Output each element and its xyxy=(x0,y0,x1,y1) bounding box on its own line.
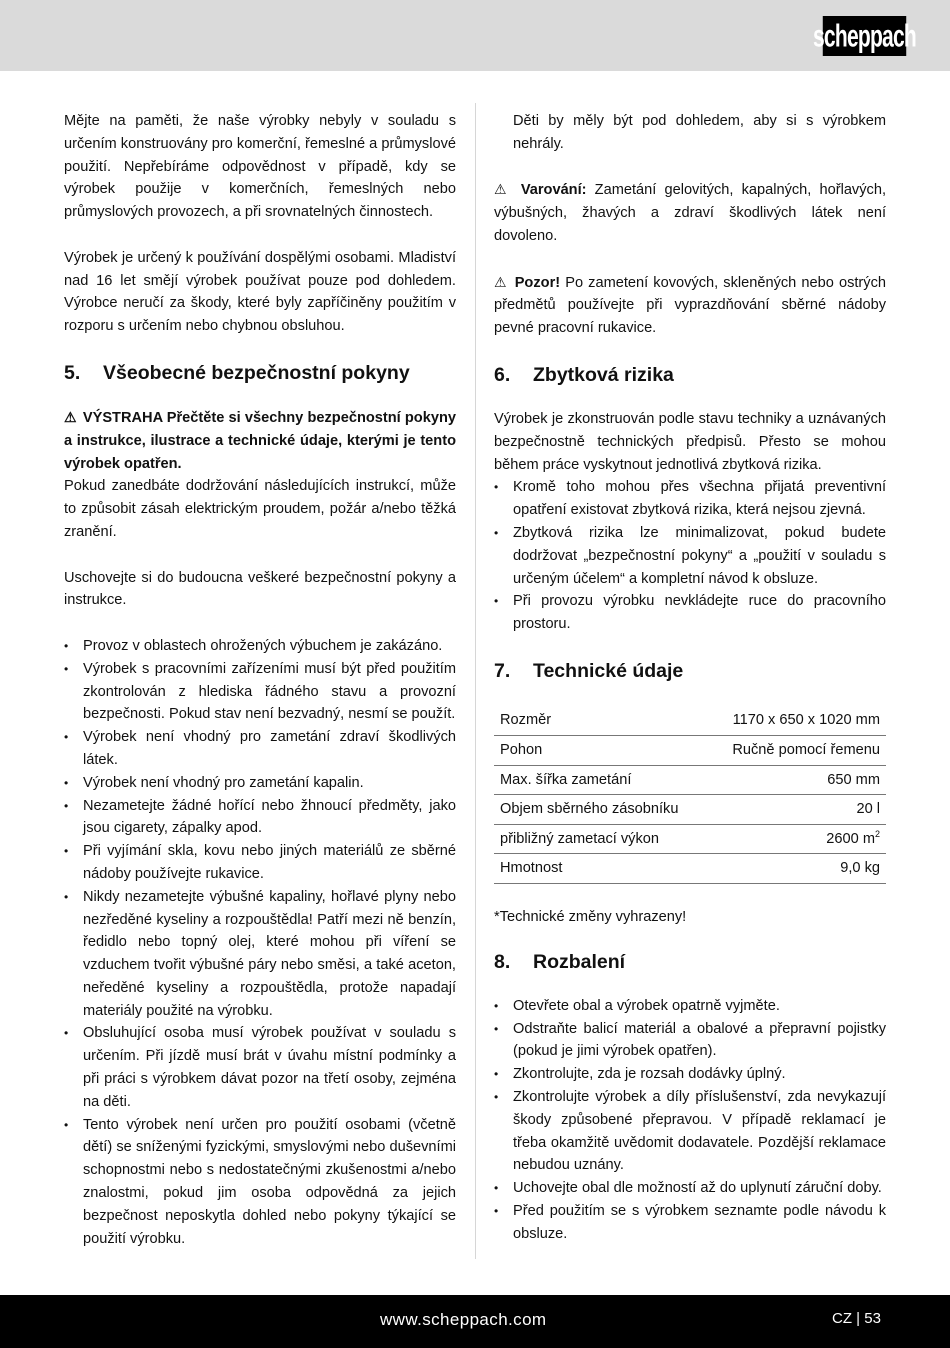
list-item: • Při provozu výrobku nevkládejte ruce do pracovního prostoru. xyxy=(494,590,886,636)
list-item: • Výrobek není vhodný pro zametání kapalin. xyxy=(64,772,456,795)
warning-triangle-icon: ⚠ xyxy=(64,408,77,425)
warning-block xyxy=(64,406,456,475)
section-number: 5. xyxy=(64,361,81,384)
warning-triangle-icon: ⚠ xyxy=(494,181,511,198)
warning-text: Pokud zanedbáte dodržování následujících instrukcí, může to způsobit zásah elektrickým proudem, požár a/nebo těžká zranění. xyxy=(64,478,456,540)
list-item: • Uchovejte obal dle možností až do uplynutí záruční doby. xyxy=(494,1177,886,1200)
keep-instructions-text: Uschovejte si do budoucna veškeré bezpečnostní pokyny a instrukce. xyxy=(64,569,456,609)
technical-changes-note: *Technické změny vyhrazeny! xyxy=(494,909,687,925)
list-item: • Nikdy nezametejte výbušné kapaliny, hořlavé plyny nebo nezředěné kyseliny a rozpouštědla! Patří mezi ně benzín, ředidlo nebo topný olej, které mohou při víření se vzduchem tvořit výbušné páry nebo směsi, a také aceton, neředěné kyseliny a rozpouštědla, protože napadají materiály použité na výrobku. xyxy=(64,886,456,1023)
section-number: 8. xyxy=(494,950,511,973)
varovani-block xyxy=(494,178,886,247)
spec-value: 650 mm xyxy=(827,771,880,788)
spec-label: Rozměr xyxy=(500,712,552,729)
spec-label: Max. šířka zametání xyxy=(500,771,632,788)
intro-paragraph-1: Mějte na paměti, že naše výrobky nebyly v souladu s určením konstruovány pro komerční, řemeslné a průmyslové použití. Nepřebíráme odpovědnost v případě, kdy se výrobek použije v komerčních, řemeslných nebo průmyslových provozech, a při srovnatelných činnostech. xyxy=(64,113,456,221)
list-item: • Odstraňte balicí materiál a obalové a přepravní pojistky (pokud je jimi výrobek opatřen). xyxy=(494,1018,886,1064)
warning-bold-text: VÝSTRAHA Přečtěte si všechny bezpečnostní pokyny a instrukce, ilustrace a technické údaje, kterými je tento výrobek opatřen. xyxy=(64,409,456,472)
list-item: • Nezametejte žádné hořící nebo žhnoucí předměty, jako jsou cigarety, zápalky apod. xyxy=(64,795,456,841)
section-title: Zbytková rizika xyxy=(533,363,674,386)
table-row xyxy=(494,854,886,884)
spec-label: Pohon xyxy=(500,741,543,758)
section-8-heading xyxy=(494,949,886,975)
residual-risks-list xyxy=(494,476,886,636)
technical-data-table xyxy=(494,706,886,884)
superscript: 2 xyxy=(874,828,880,839)
website-link[interactable]: www.scheppach.com xyxy=(380,1310,547,1329)
scheppach-logo: scheppach xyxy=(823,16,906,56)
spec-value-cell xyxy=(707,824,886,854)
section-6-heading xyxy=(494,362,886,388)
page-header xyxy=(0,0,950,71)
spec-label: Objem sběrného zásobníku xyxy=(500,801,679,818)
spec-value: 1170 x 650 x 1020 mm xyxy=(732,712,880,729)
spec-value: 20 l xyxy=(856,801,880,818)
list-item: • Tento výrobek není určen pro použití osobami (včetně dětí) se sníženými fyzickými, smyslovými nebo duševními schopnostmi nebo s nedostatečnými zkušenostmi a/nebo znalostmi, pokud jim osoba odpovědná za jejich bezpečnost neposkytla dohled nebo pokyny týkající se použití výrobku. xyxy=(64,1114,456,1251)
list-item: • Výrobek s pracovními zařízeními musí být před použitím zkontrolován z hlediska řádného stavu a provozní bezpečnosti. Pokud stav není bezvadný, nesmí se použít. xyxy=(64,658,456,726)
list-item: • Před použitím se s výrobkem seznamte podle návodu k obsluze. xyxy=(494,1200,886,1246)
spec-value: Ručně pomocí řemenu xyxy=(732,741,880,758)
section-number: 6. xyxy=(494,363,511,386)
pozor-text: Po zametení kovových, skleněných nebo ostrých předmětů používejte při vyprazdňování sběrné nádoby pevné pracovní rukavice. xyxy=(494,274,886,337)
residual-risks-intro: Výrobek je zkonstruován podle stavu techniky a uznávaných bezpečnostně technických předpisů. Přesto se mohou během práce vyskytnout jednotlivá zbytková rizika. xyxy=(494,410,886,473)
list-item: • Zkontrolujte výrobek a díly příslušenství, zda nevykazují škody způsobené přepravou. V případě reklamací je třeba okamžitě uvědomit dodavatele. Pozdější reklamace nebudou uznány. xyxy=(494,1086,886,1177)
section-title: Všeobecné bezpečnostní pokyny xyxy=(103,361,410,384)
spec-value: 9,0 kg xyxy=(840,860,880,877)
list-item: • Zbytková rizika lze minimalizovat, pokud budete dodržovat „bezpečnostní pokyny“ a „použití v souladu s určeným účelem“ a kompletní návod k obsluze. xyxy=(494,522,886,590)
section-number: 7. xyxy=(494,659,511,682)
page-footer xyxy=(0,1295,950,1348)
safety-bullet-list xyxy=(64,635,456,1251)
intro-paragraph-2: Výrobek je určený k používání dospělými osobami. Mladiství nad 16 let smějí výrobek používat pouze pod dohledem. Výrobce neručí za škody, které byly zapříčiněny použitím v rozporu s určením nebo chybnou obsluhou. xyxy=(64,249,456,335)
children-supervision-text: Děti by měly být pod dohledem, aby si s výrobkem nehrály. xyxy=(513,113,886,152)
varovani-text: Zametání gelovitých, kapalných, hořlavých, výbušných, žhavých a zdraví škodlivých látek není dovoleno. xyxy=(494,182,886,244)
varovani-label: Varování: xyxy=(520,182,587,199)
list-item: • Výrobek není vhodný pro zametání zdraví škodlivých látek. xyxy=(64,726,456,772)
spec-label: Hmotnost xyxy=(500,860,563,877)
pozor-label: Pozor! xyxy=(514,274,561,291)
table-row xyxy=(494,736,886,766)
section-title: Technické údaje xyxy=(533,659,684,682)
unpacking-list xyxy=(494,995,886,1246)
left-column xyxy=(64,110,456,1250)
table-row xyxy=(494,706,886,736)
spec-label: přibližný zametací výkon xyxy=(500,830,659,847)
list-item: • Otevřete obal a výrobek opatrně vyjměte. xyxy=(494,995,886,1018)
section-7-heading xyxy=(494,658,886,684)
table-row xyxy=(494,795,886,825)
pozor-block xyxy=(494,271,886,340)
warning-triangle-icon: ⚠ xyxy=(494,273,508,290)
list-item: • Kromě toho mohou přes všechna přijatá preventivní opatření existovat zbytková rizika, která nejsou zjevná. xyxy=(494,476,886,522)
list-item: • Zkontrolujte, zda je rozsah dodávky úplný. xyxy=(494,1063,886,1086)
list-item: • Při vyjímání skla, kovu nebo jiných materiálů ze sběrné nádoby používejte rukavice. xyxy=(64,840,456,886)
column-divider xyxy=(475,103,476,1259)
page-number: CZ | 53 xyxy=(832,1310,881,1327)
list-item: • Obsluhující osoba musí výrobek používat v souladu s určením. Při jízdě musí brát v úvahu místní podmínky a při práci s výrobkem dávat pozor na třetí osoby, zejména na děti. xyxy=(64,1022,456,1113)
spec-value: 2600 m xyxy=(826,830,875,847)
right-column xyxy=(494,110,886,1246)
section-title: Rozbalení xyxy=(533,950,626,973)
table-row xyxy=(494,765,886,795)
list-item: • Provoz v oblastech ohrožených výbuchem je zakázáno. xyxy=(64,635,456,658)
table-row xyxy=(494,824,886,854)
section-5-heading xyxy=(64,360,456,386)
